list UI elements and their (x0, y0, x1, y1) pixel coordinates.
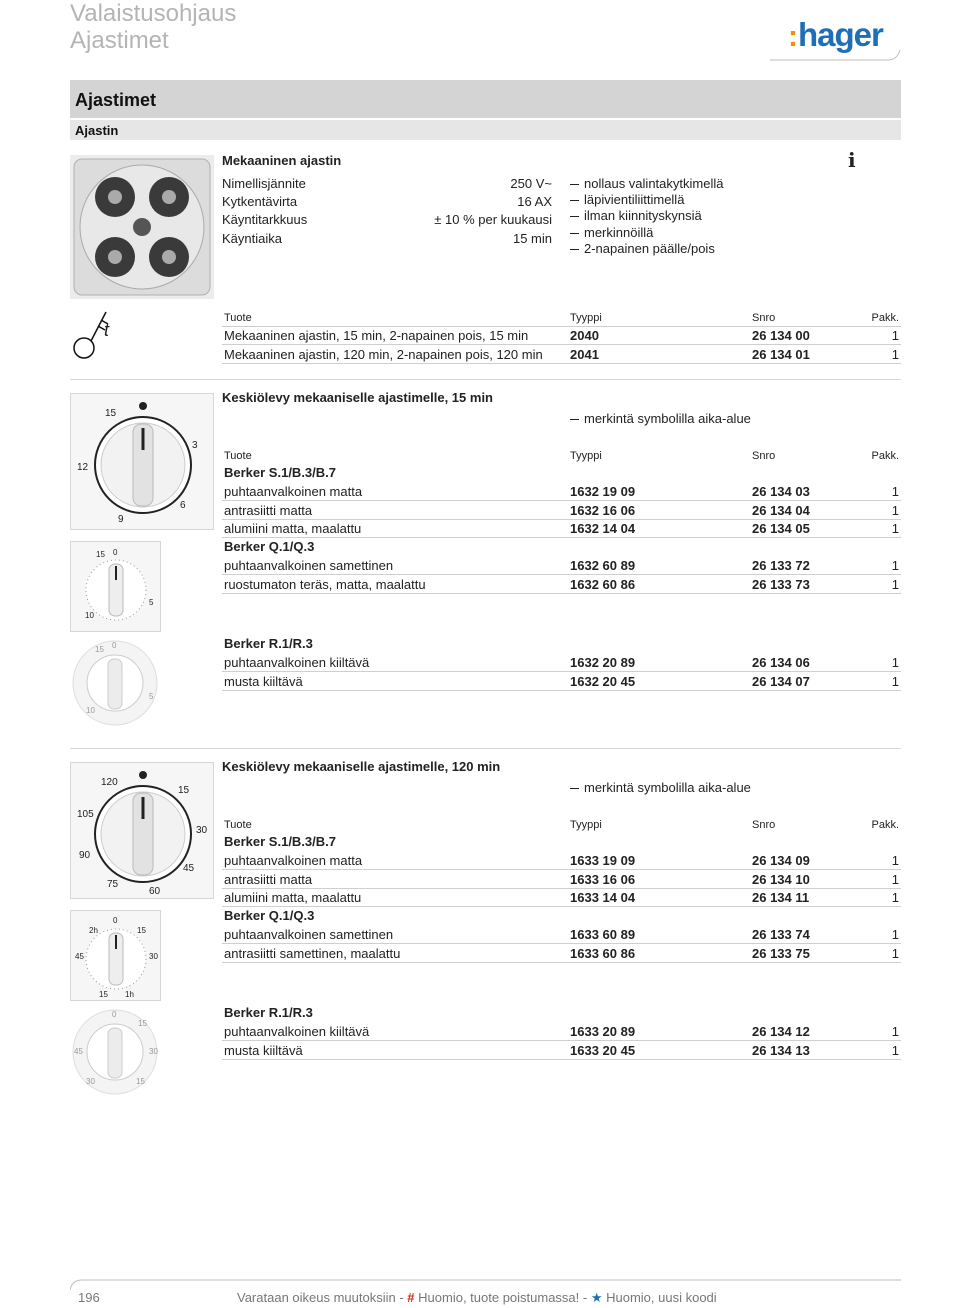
dial-15min-velvet-image (70, 541, 161, 632)
svg-text:0: 0 (112, 1010, 117, 1019)
svg-text:10: 10 (86, 706, 95, 715)
table-header: Tuote Tyyppi Snro Pakk. (222, 308, 901, 327)
spec-value: 250 V~ (510, 176, 552, 191)
feature-item: merkintä symbolilla aika-alue (570, 780, 751, 795)
logo-swoosh-icon (770, 48, 902, 64)
group-heading: Berker R.1/R.3 (224, 636, 313, 651)
feature-item: ilman kiinnityskynsiä (570, 208, 702, 223)
table-row: alumiini matta, maalattu 1632 14 04 26 134 05 1 (224, 521, 899, 536)
dial-15min-matte-image (70, 393, 214, 530)
section-title: Ajastimet (70, 80, 901, 118)
spec-label: Käyntitarkkuus (222, 212, 308, 227)
svg-text:30: 30 (149, 1047, 158, 1056)
svg-text:0: 0 (113, 548, 118, 557)
svg-text:15: 15 (96, 550, 105, 559)
footer-note: Varataan oikeus muutoksiin - # Huomio, tuote poistumassa! - ★ Huomio, uusi koodi (237, 1290, 717, 1305)
table-row: Mekaaninen ajastin, 15 min, 2-napainen pois, 15 min 2040 26 134 00 1 (224, 328, 899, 343)
svg-text:3: 3 (192, 440, 198, 451)
spec-value: 16 AX (517, 194, 552, 209)
table-row: ruostumaton teräs, matta, maalattu 1632 60 86 26 133 73 1 (224, 577, 899, 592)
feature-item: nollaus valintakytkimellä (570, 176, 723, 191)
svg-text:15: 15 (138, 1019, 147, 1028)
section-divider (70, 748, 901, 749)
svg-text:30: 30 (196, 825, 208, 836)
hash-icon: # (407, 1290, 415, 1305)
hager-logo: :hager (788, 16, 883, 53)
header-title-line1: Valaistusohjaus (70, 0, 237, 27)
table-row: puhtaanvalkoinen matta 1632 19 09 26 134 03 1 (224, 484, 899, 499)
svg-text:0: 0 (113, 916, 118, 925)
svg-text:15: 15 (105, 408, 117, 419)
svg-text:0: 0 (112, 641, 117, 650)
svg-text:45: 45 (183, 863, 195, 874)
svg-text:30: 30 (86, 1077, 95, 1086)
svg-text:15: 15 (137, 926, 146, 935)
table-header: Tuote Tyyppi Snro Pakk. (224, 819, 899, 831)
group-heading: Berker S.1/B.3/B.7 (224, 834, 337, 849)
svg-text:45: 45 (74, 1047, 83, 1056)
spec-label: Kytkentävirta (222, 194, 298, 209)
table-row: puhtaanvalkoinen samettinen 1633 60 89 26 133 74 1 (224, 927, 899, 942)
svg-text:1h: 1h (125, 990, 134, 999)
dial-120min-matte-image (70, 762, 214, 899)
dial-15min-gloss-image (70, 637, 161, 728)
star-icon: ★ (590, 1290, 603, 1305)
group-heading: Berker S.1/B.3/B.7 (224, 465, 337, 480)
product2-title: Keskiölevy mekaaniselle ajastimelle, 15 min (222, 390, 493, 405)
svg-text:15: 15 (136, 1077, 145, 1086)
svg-text:6: 6 (180, 500, 186, 511)
table-row: musta kiiltävä 1632 20 45 26 134 07 1 (224, 674, 899, 689)
spec-label: Nimellisjännite (222, 176, 306, 191)
spec-label: Käyntiaika (222, 231, 282, 246)
table-row: musta kiiltävä 1633 20 45 26 134 13 1 (224, 1043, 899, 1058)
svg-text:5: 5 (149, 598, 154, 607)
svg-text:12: 12 (77, 462, 89, 473)
mechanical-timer-image (70, 155, 214, 299)
svg-text:5: 5 (149, 692, 154, 701)
svg-text:75: 75 (107, 879, 119, 890)
product1-title: Mekaaninen ajastin (222, 153, 342, 168)
svg-text:2h: 2h (89, 926, 98, 935)
header-title-line2: Ajastimet (70, 27, 169, 54)
timer-symbol-label: t (104, 320, 110, 340)
table-header: Tuote Tyyppi Snro Pakk. (224, 450, 899, 462)
group-heading: Berker Q.1/Q.3 (224, 539, 315, 554)
table-row: antrasiitti matta 1633 16 06 26 134 10 1 (224, 872, 899, 887)
table-row: antrasiitti matta 1632 16 06 26 134 04 1 (224, 503, 899, 518)
section-subtitle: Ajastin (70, 120, 901, 140)
table-row: Mekaaninen ajastin, 120 min, 2-napainen pois, 120 min 2041 26 134 01 1 (224, 347, 899, 362)
svg-text:105: 105 (77, 809, 94, 820)
feature-item: merkinnöillä (570, 225, 653, 240)
svg-text:120: 120 (101, 777, 118, 788)
svg-text:45: 45 (75, 952, 84, 961)
svg-text:15: 15 (99, 990, 108, 999)
svg-text:9: 9 (118, 514, 124, 525)
svg-text:60: 60 (149, 886, 161, 897)
page-number: 196 (78, 1290, 100, 1305)
feature-item: merkintä symbolilla aika-alue (570, 411, 751, 426)
svg-text:30: 30 (149, 952, 158, 961)
svg-text:90: 90 (79, 850, 91, 861)
group-heading: Berker R.1/R.3 (224, 1005, 313, 1020)
table-row: puhtaanvalkoinen matta 1633 19 09 26 134 09 1 (224, 853, 899, 868)
svg-text:10: 10 (85, 611, 94, 620)
section-divider (70, 379, 901, 380)
dial-120min-velvet-image (70, 910, 161, 1001)
table-row: puhtaanvalkoinen kiiltävä 1633 20 89 26 134 12 1 (224, 1024, 899, 1039)
table-row: puhtaanvalkoinen kiiltävä 1632 20 89 26 134 06 1 (224, 655, 899, 670)
feature-item: 2-napainen päälle/pois (570, 241, 715, 256)
svg-text:15: 15 (178, 785, 190, 796)
feature-item: läpivientiliittimellä (570, 192, 684, 207)
group-heading: Berker Q.1/Q.3 (224, 908, 315, 923)
table-row: alumiini matta, maalattu 1633 14 04 26 134 11 1 (224, 890, 899, 905)
product3-title: Keskiölevy mekaaniselle ajastimelle, 120 min (222, 759, 501, 774)
dial-120min-gloss-image (70, 1006, 161, 1097)
svg-text:15: 15 (95, 645, 104, 654)
spec-value: ± 10 % per kuukausi (434, 212, 552, 227)
info-icon: i (848, 148, 856, 172)
table-row: puhtaanvalkoinen samettinen 1632 60 89 26 133 72 1 (224, 558, 899, 573)
spec-value: 15 min (512, 231, 552, 246)
table-row: antrasiitti samettinen, maalattu 1633 60 86 26 133 75 1 (224, 946, 899, 961)
